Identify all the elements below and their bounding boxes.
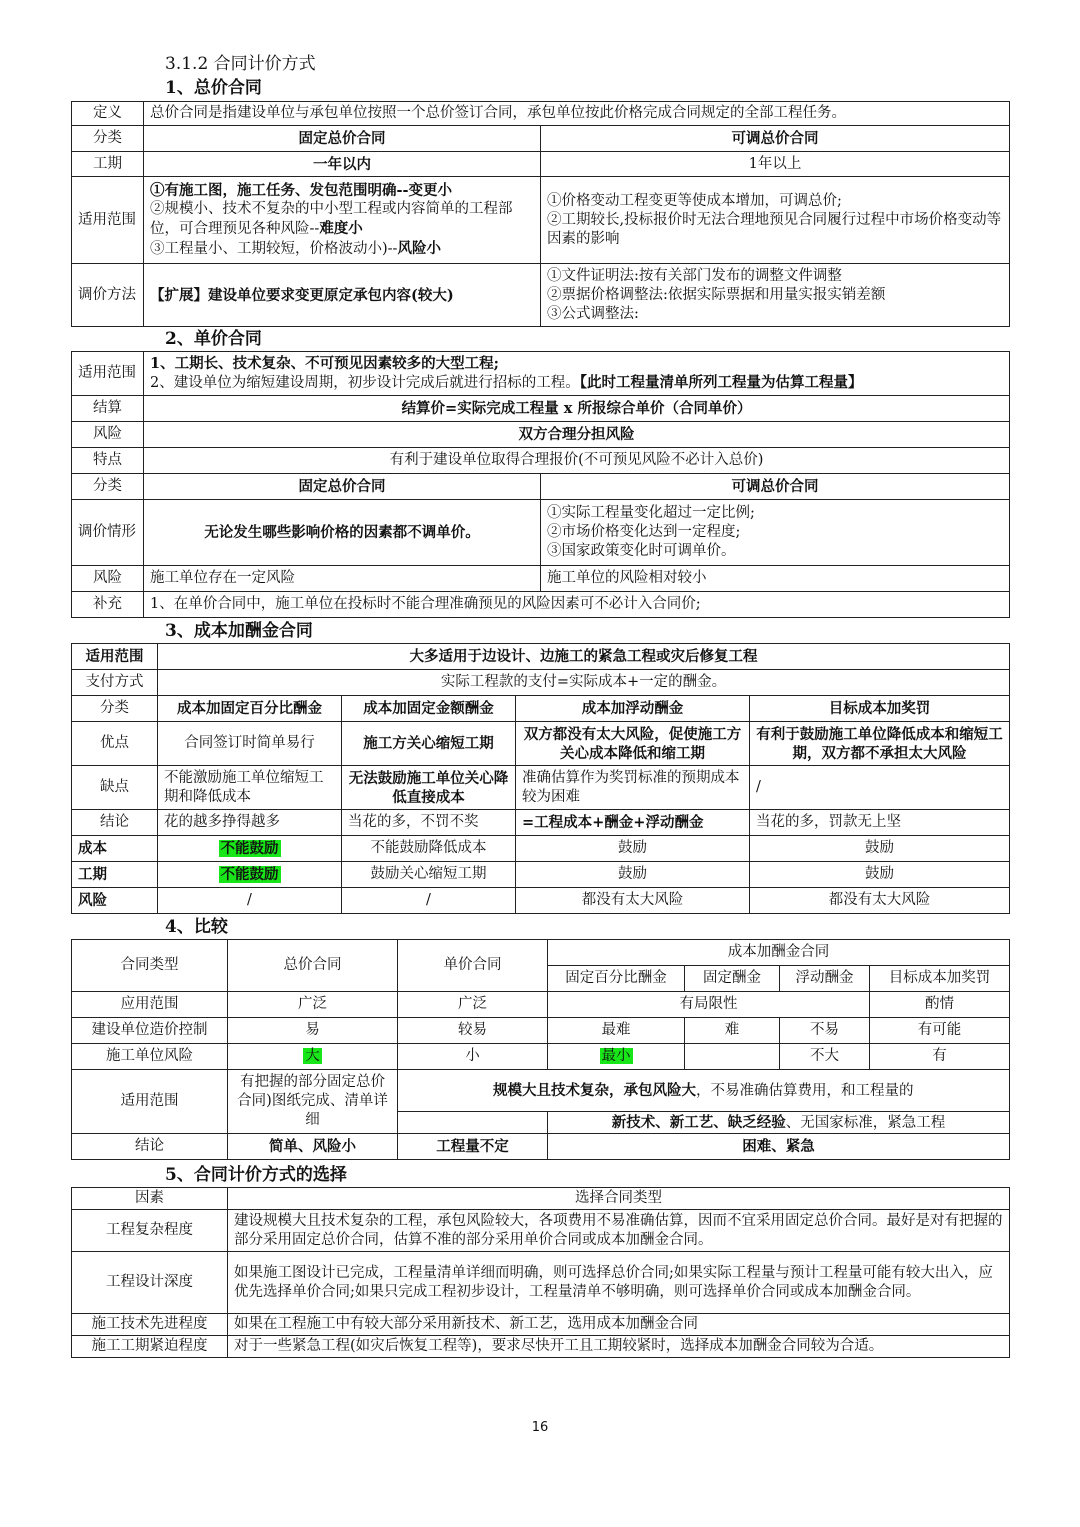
text-line: ②市场价格变化达到一定程度; <box>547 524 741 540</box>
cell <box>144 177 541 264</box>
cell: 成本加酬金合同 <box>548 940 1010 966</box>
row-label: 调价情形 <box>72 500 144 566</box>
cell: =工程成本+酬金+浮动酬金 <box>516 810 750 836</box>
cell: / <box>158 888 342 914</box>
row-label: 风险 <box>72 888 158 914</box>
row-label: 分类 <box>72 126 144 152</box>
cell: 对于一些紧急工程(如灾后恢复工程等)，要求尽快开工且工期较紧时，选择成本加酬金合同较为合适。 <box>228 1336 1010 1358</box>
text-line: ，不易准确估算费用，和工程量的 <box>696 1082 914 1099</box>
cell: 浮动酬金 <box>780 966 870 992</box>
cell: 双方合理分担风险 <box>144 422 1010 448</box>
text-line: ③国家政策变化时可调单价。 <box>547 543 736 559</box>
cell <box>144 352 1010 396</box>
cell: 无论发生哪些影响价格的因素都不调单价。 <box>144 500 541 566</box>
row-label: 应用范围 <box>72 992 228 1018</box>
cell: 建设规模大且技术复杂的工程，承包风险较大，各项费用不易准确估算，因而不宜采用固定总价合同。最好是对有把握的部分采用固定总价合同，估算不准的部分采用单价合同或成本加酬金合同。 <box>228 1210 1010 1252</box>
cell: 最难 <box>548 1018 685 1044</box>
text-line: ①文件证明法:按有关部门发布的调整文件调整 <box>547 267 842 284</box>
cell: 工程量不定 <box>398 1134 548 1160</box>
table-unit-price <box>71 351 1010 618</box>
cell: 有 <box>870 1044 1010 1070</box>
row-label: 结论 <box>72 810 158 836</box>
cell: 施工单位的风险相对较小 <box>541 566 1010 592</box>
heading-unit-price: 2、单价合同 <box>165 329 262 349</box>
section-heading: 3.1.2 合同计价方式 <box>165 54 316 74</box>
definition-text: 总价合同是指建设单位与承包单位按照一个总价签订合同，承包单位按此价格完成合同规定的全部工程任务。 <box>144 102 1010 126</box>
row-label: 适用范围 <box>72 352 144 396</box>
cell: 花的越多挣得越多 <box>158 810 342 836</box>
row-label: 适用范围 <box>72 1070 228 1134</box>
row-label: 分类 <box>72 474 144 500</box>
highlighted-text: 最小 <box>601 1048 631 1064</box>
cell: 可调总价合同 <box>541 474 1010 500</box>
highlighted-text: 不能鼓励 <box>220 865 279 883</box>
cell: 施工单位存在一定风险 <box>144 566 541 592</box>
cell: 施工方关心缩短工期 <box>342 722 516 766</box>
cell: 不易 <box>780 1018 870 1044</box>
row-label: 适用范围 <box>72 177 144 264</box>
cell: 成本加浮动酬金 <box>516 696 750 722</box>
text-line: 2、建设单位为缩短建设周期，初步设计完成后就进行招标的工程。 <box>150 375 580 391</box>
cell: 有利于鼓励施工单位降低成本和缩短工期，双方都不承担太大风险 <box>750 722 1010 766</box>
cell: 有局限性 <box>548 992 870 1018</box>
cell: 合同签订时简单易行 <box>158 722 342 766</box>
cell: 有利于建设单位取得合理报价(不可预见风险不必计入总价) <box>144 448 1010 474</box>
text-line: 1、工期长、技术复杂、不可预见因素较多的大型工程; <box>150 355 499 372</box>
page-number: 16 <box>531 1420 549 1435</box>
row-label: 施工单位风险 <box>72 1044 228 1070</box>
cell: 都没有太大风险 <box>516 888 750 914</box>
cell: 准确估算作为奖罚标准的预期成本较为困难 <box>516 766 750 810</box>
highlighted-text: 不能鼓励 <box>220 839 279 857</box>
table-cost-plus <box>71 643 1010 914</box>
cell: 目标成本加奖罚 <box>870 966 1010 992</box>
row-label: 建设单位造价控制 <box>72 1018 228 1044</box>
cell: 不大 <box>780 1044 870 1070</box>
cell <box>398 1070 1010 1112</box>
table-selection <box>71 1187 1010 1358</box>
text-line: ②票据价格调整法:依据实际票据和用量实报实销差额 <box>547 286 886 303</box>
cell: 广泛 <box>228 992 398 1018</box>
cell: 固定总价合同 <box>144 126 541 152</box>
cell: 简单、风险小 <box>228 1134 398 1160</box>
text-line: ③工程量小、工期较短，价格波动小)-- <box>150 241 398 257</box>
text-line: 风险小 <box>397 240 441 257</box>
cell <box>158 836 342 862</box>
cell: 单价合同 <box>398 940 548 992</box>
row-label: 缺点 <box>72 766 158 810</box>
row-label: 补充 <box>72 592 144 618</box>
row-label: 调价方法 <box>72 264 144 327</box>
cell: 当花的多，罚款无上坚 <box>750 810 1010 836</box>
cell: 不能鼓励降低成本 <box>342 836 516 862</box>
text-line: 难度小 <box>319 220 363 237</box>
cell <box>541 177 1010 264</box>
cell: 有把握的部分固定总价合同)图纸完成、清单详细 <box>228 1070 398 1134</box>
text-line: ③公式调整法: <box>547 305 639 322</box>
table-comparison <box>71 939 1010 1160</box>
cell: 可调总价合同 <box>541 126 1010 152</box>
text-line: 【此时工程量清单所列工程量为估算工程量】 <box>579 374 863 391</box>
text-line: ①有施工图，施工任务、发包范围明确--变更小 <box>150 182 453 199</box>
cell: 鼓励关心缩短工期 <box>342 862 516 888</box>
row-label: 施工技术先进程度 <box>72 1314 228 1336</box>
cell: 目标成本加奖罚 <box>750 696 1010 722</box>
cell: 1年以上 <box>541 152 1010 177</box>
cell: 当花的多，不罚不奖 <box>342 810 516 836</box>
cell: 总价合同 <box>228 940 398 992</box>
cell: 一年以内 <box>144 152 541 177</box>
text-line: 、无国家标准，紧急工程 <box>785 1114 946 1131</box>
row-label: 特点 <box>72 448 144 474</box>
cell <box>548 1044 685 1070</box>
cell <box>541 264 1010 327</box>
cell: 固定酬金 <box>685 966 780 992</box>
row-label: 分类 <box>72 696 158 722</box>
cell: 困难、紧急 <box>548 1134 1010 1160</box>
cell: 固定总价合同 <box>144 474 541 500</box>
text-line: 规模大且技术复杂，承包风险大 <box>493 1081 696 1099</box>
cell: 固定百分比酬金 <box>548 966 685 992</box>
cell: 不能激励施工单位缩短工期和降低成本 <box>158 766 342 810</box>
row-label: 结算 <box>72 396 144 422</box>
row-label: 结论 <box>72 1134 228 1160</box>
row-label: 风险 <box>72 422 144 448</box>
row-label: 优点 <box>72 722 158 766</box>
text-line: 新技术、新工艺、缺乏经验 <box>611 1113 786 1131</box>
table-lump-sum <box>71 101 1010 327</box>
text-line: ①价格变动工程变更等使成本增加，可调总价; <box>547 192 842 209</box>
cell: 都没有太大风险 <box>750 888 1010 914</box>
cell: 双方都没有太大风险，促使施工方关心成本降低和缩工期 <box>516 722 750 766</box>
cell: 1、在单价合同中，施工单位在投标时不能合理准确预见的风险因素可不必计入合同价; <box>144 592 1010 618</box>
cell <box>158 862 342 888</box>
cell: 易 <box>228 1018 398 1044</box>
cell: 【扩展】建设单位要求变更原定承包内容(较大) <box>144 264 541 327</box>
row-label: 定义 <box>72 102 144 126</box>
cell: 实际工程款的支付=实际成本+一定的酬金。 <box>158 670 1010 696</box>
cell: 选择合同类型 <box>228 1188 1010 1210</box>
row-label: 工期 <box>72 862 158 888</box>
cell: 结算价=实际完成工程量 x 所报综合单价（合同单价） <box>144 396 1010 422</box>
cell: 难 <box>685 1018 780 1044</box>
cell: 小 <box>398 1044 548 1070</box>
cell: 成本加固定百分比酬金 <box>158 696 342 722</box>
row-label: 施工工期紧迫程度 <box>72 1336 228 1358</box>
cell: 鼓励 <box>750 836 1010 862</box>
row-label: 合同类型 <box>72 940 228 992</box>
cell: / <box>750 766 1010 810</box>
row-label: 因素 <box>72 1188 228 1210</box>
cell: 酌情 <box>870 992 1010 1018</box>
heading-cost-plus: 3、成本加酬金合同 <box>165 621 313 641</box>
cell: 较易 <box>398 1018 548 1044</box>
cell: / <box>342 888 516 914</box>
cell: 如果在工程施工中有较大部分采用新技术、新工艺，选用成本加酬金合同 <box>228 1314 1010 1336</box>
cell: 鼓励 <box>516 836 750 862</box>
cell: 成本加固定金额酬金 <box>342 696 516 722</box>
row-label: 适用范围 <box>72 644 158 670</box>
text-line: ②规模小、技术不复杂的中小型工程或内容简单的工程部位，可合理预见各种风险-- <box>150 201 513 237</box>
cell <box>685 1044 780 1070</box>
row-label: 成本 <box>72 836 158 862</box>
heading-selection: 5、合同计价方式的选择 <box>165 1165 347 1185</box>
heading-comparison: 4、比较 <box>165 917 228 937</box>
cell <box>548 1112 1010 1134</box>
cell: 有可能 <box>870 1018 1010 1044</box>
row-label: 工期 <box>72 152 144 177</box>
highlighted-text: 大 <box>305 1048 320 1064</box>
row-label: 支付方式 <box>72 670 158 696</box>
cell <box>398 1112 548 1134</box>
cell: 如果施工图设计已完成，工程量清单详细而明确，则可选择总价合同;如果实际工程量与预计工程量可能有较大出入，应优先选择单价合同;如果只完成工程初步设计，工程量清单不够明确，则可选择单价合同或成本加酬金合同。 <box>228 1252 1010 1314</box>
text-line: ②工期较长,投标报价时无法合理地预见合同履行过程中市场价格变动等因素的影响 <box>547 211 1002 247</box>
row-label: 工程设计深度 <box>72 1252 228 1314</box>
row-label: 风险 <box>72 566 144 592</box>
heading-lump-sum: 1、总价合同 <box>165 78 262 98</box>
cell: 鼓励 <box>516 862 750 888</box>
cell: 无法鼓励施工单位关心降低直接成本 <box>342 766 516 810</box>
row-label: 工程复杂程度 <box>72 1210 228 1252</box>
cell: 广泛 <box>398 992 548 1018</box>
text-line: ①实际工程量变化超过一定比例; <box>547 505 755 521</box>
cell <box>541 500 1010 566</box>
cell: 大多适用于边设计、边施工的紧急工程或灾后修复工程 <box>158 644 1010 670</box>
cell <box>228 1044 398 1070</box>
cell: 鼓励 <box>750 862 1010 888</box>
